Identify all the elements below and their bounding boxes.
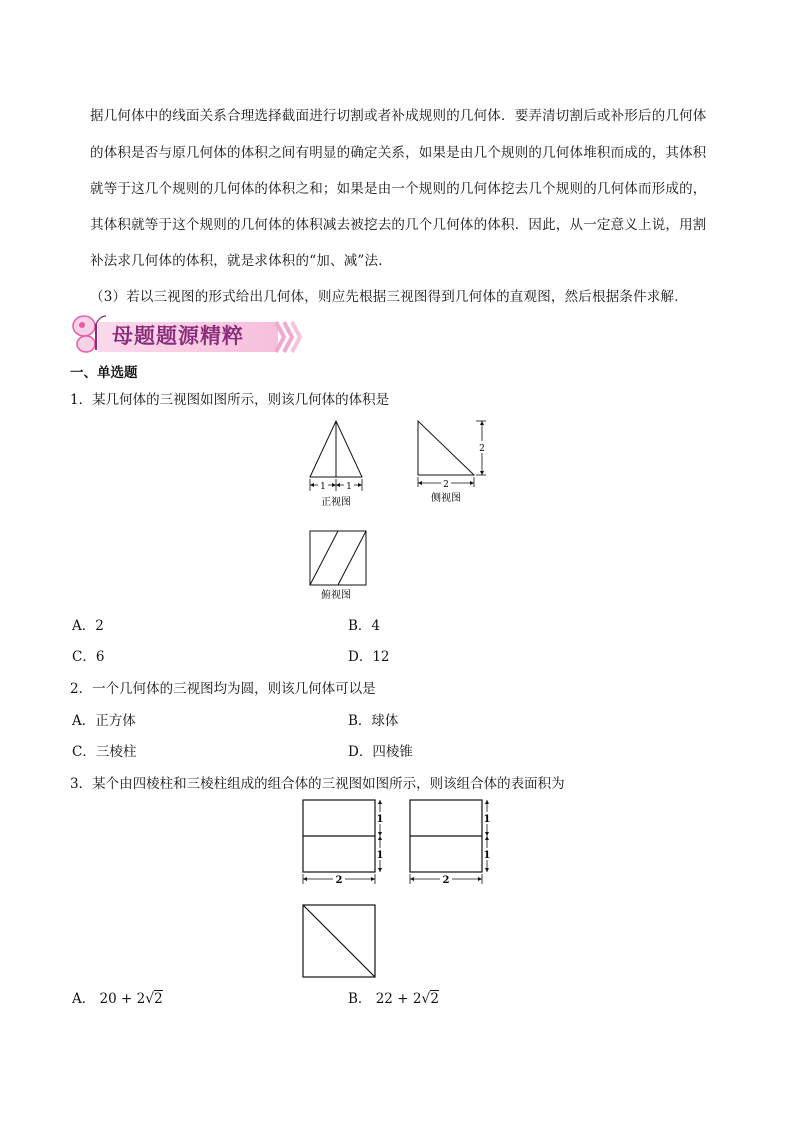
front-view-figure bbox=[300, 415, 380, 515]
q3-side-dim-top: 1 bbox=[483, 814, 491, 825]
banner-title: 母题题源精粹 bbox=[112, 324, 244, 348]
intro-line-5: 补法求几何体的体积，就是求体积的“加、减”法． bbox=[90, 253, 392, 269]
q2-option-c[interactable]: C．三棱柱 bbox=[72, 744, 137, 760]
q1-option-d[interactable]: D．12 bbox=[348, 649, 390, 665]
section-heading: 一、单选题 bbox=[70, 365, 138, 381]
q3-option-a[interactable]: A． 20 + 2√2 bbox=[72, 991, 163, 1007]
intro-line-2: 的体积是否与原几何体的体积之间有明显的确定关系，如果是由几个规则的几何体堆积而成的，其体积 bbox=[90, 145, 707, 161]
q3-option-b-label: B． bbox=[348, 991, 372, 1007]
q3-option-a-radicand: 2 bbox=[154, 991, 163, 1007]
intro-line-1: 据几何体中的线面关系合理选择截面进行切割或者补成规则的几何体．要弄清切割后或补形后的几何体 bbox=[90, 108, 707, 124]
q2-option-d[interactable]: D．四棱锥 bbox=[348, 744, 413, 760]
q1-option-b[interactable]: B．4 bbox=[348, 618, 381, 634]
question-2-text: 2．一个几何体的三视图均为圆，则该几何体可以是 bbox=[70, 681, 376, 697]
q3-option-b-int: 22 bbox=[375, 991, 393, 1007]
front-view-caption: 正视图 bbox=[321, 497, 351, 508]
q3-option-b-coef: 2 bbox=[412, 991, 422, 1007]
q3-option-a-int: 20 bbox=[99, 991, 117, 1007]
side-dim-height: 2 bbox=[479, 444, 485, 454]
q3-front-dim-bottom: 1 bbox=[376, 850, 384, 861]
q3-front-view-figure bbox=[298, 798, 390, 890]
q1-option-a[interactable]: A．2 bbox=[72, 618, 104, 634]
q2-option-a[interactable]: A．正方体 bbox=[72, 713, 136, 729]
q3-option-b-radicand: 2 bbox=[430, 991, 439, 1007]
side-view-figure bbox=[410, 415, 500, 515]
top-view-caption: 俯视图 bbox=[321, 590, 351, 601]
q3-option-a-label: A． bbox=[72, 991, 96, 1007]
q2-option-b[interactable]: B．球体 bbox=[348, 713, 399, 729]
q1-option-c[interactable]: C．6 bbox=[72, 649, 105, 665]
question-1-text: 1．某几何体的三视图如图所示，则该几何体的体积是 bbox=[70, 392, 390, 408]
q3-side-dim-width: 2 bbox=[442, 875, 450, 886]
q3-side-view-figure bbox=[405, 798, 497, 890]
q3-front-dim-width: 2 bbox=[335, 875, 343, 886]
q3-top-view-figure bbox=[298, 902, 380, 982]
q3-option-a-coef: 2 bbox=[136, 991, 146, 1007]
front-dim-right: 1 bbox=[346, 482, 352, 492]
top-view-figure bbox=[300, 525, 380, 605]
side-view-caption: 侧视图 bbox=[431, 493, 461, 504]
question-3-text: 3．某个由四棱柱和三棱柱组成的组合体的三视图如图所示，则该组合体的表面积为 bbox=[70, 776, 565, 792]
q3-option-b[interactable]: B． 22 + 2√2 bbox=[348, 991, 439, 1007]
section-banner bbox=[70, 312, 310, 358]
front-dim-left: 1 bbox=[320, 482, 326, 492]
intro-point-3: （3）若以三视图的形式给出几何体，则应先根据三视图得到几何体的直观图，然后根据条件求解． bbox=[90, 289, 688, 305]
q3-front-dim-top: 1 bbox=[376, 814, 384, 825]
q3-side-dim-bottom: 1 bbox=[483, 850, 491, 861]
intro-line-4: 其体积就等于这个规则的几何体的体积减去被挖去的几个几何体的体积．因此，从一定意义上说，用割 bbox=[90, 217, 707, 233]
side-dim-base: 2 bbox=[443, 480, 449, 490]
intro-line-3: 就等于这几个规则的几何体的体积之和；如果是由一个规则的几何体挖去几个规则的几何体而形成的， bbox=[90, 181, 707, 197]
